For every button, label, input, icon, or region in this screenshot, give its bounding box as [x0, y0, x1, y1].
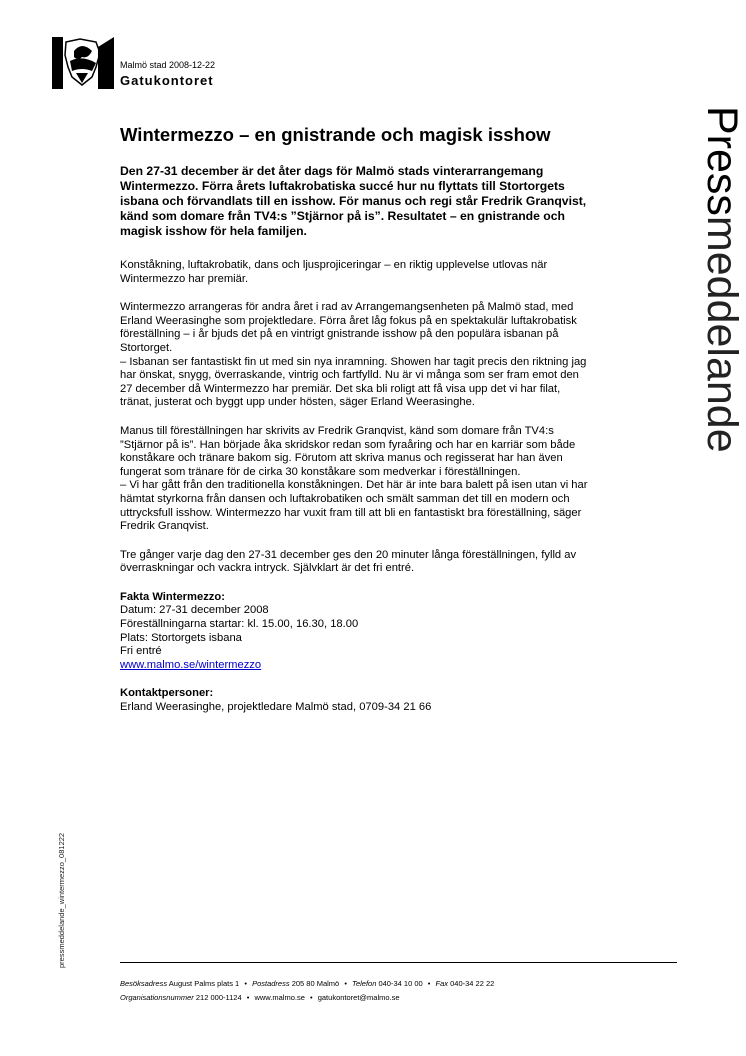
contacts-block	[120, 687, 590, 714]
malmo-logo	[52, 37, 114, 89]
file-id: pressmeddelande_wintermezzo_081222	[57, 832, 66, 968]
footer-value: August Palms plats 1	[168, 979, 240, 988]
facts-line: Fri entré	[120, 645, 162, 658]
side-title	[698, 106, 746, 453]
facts-line: Plats: Stortorgets isbana	[120, 631, 242, 644]
bullet-separator: •	[246, 993, 250, 1002]
facts-line: Datum: 27-31 december 2008	[120, 604, 269, 617]
footer-label: Besöksadress	[120, 979, 168, 988]
footer-line-2	[120, 991, 494, 1005]
footer-divider	[120, 962, 677, 963]
header-date: Malmö stad 2008-12-22	[120, 60, 216, 70]
footer-value: 040-34 10 00	[378, 979, 423, 988]
contacts-line: Erland Weerasinghe, projektledare Malmö stad, 0709-34 21 66	[120, 701, 432, 714]
header-org: Gatukontoret	[120, 73, 214, 88]
bullet-separator: •	[244, 979, 247, 988]
facts-heading: Fakta Wintermezzo:	[120, 590, 225, 603]
footer-email[interactable]: gatukontoret@malmo.se	[317, 993, 400, 1002]
lead-paragraph: Den 27-31 december är det åter dags för Malmö stads vinterarrangemang Wintermezzo. Förra årets luftakrobatiska succé hur nu flyttats till Stortorgets isbana och förvandlats till en isshow. För manus och regi står Fredrik Granqvist, känd som domare från TV4:s ”Stjärnor på is”. Resultatet – en gnistrande och magisk isshow för hela familjen.	[120, 164, 587, 238]
footer-label: Postadress	[252, 979, 290, 988]
footer-label: Organisationsnummer	[120, 993, 194, 1002]
facts-block	[120, 591, 590, 673]
footer	[120, 977, 494, 1005]
footer-value: 205 80 Malmö	[291, 979, 340, 988]
footer-value: 212 000-1124	[195, 993, 242, 1002]
footer-label: Telefon	[352, 979, 377, 988]
wintermezzo-link[interactable]: www.malmo.se/wintermezzo	[120, 658, 262, 671]
footer-website[interactable]: www.malmo.se	[254, 993, 305, 1002]
contacts-heading: Kontaktpersoner:	[120, 687, 214, 700]
page-title: Wintermezzo – en gnistrande och magisk isshow	[120, 124, 551, 145]
side-title-press: Press	[698, 106, 746, 216]
bullet-separator: •	[344, 979, 347, 988]
body-paragraph-3: Manus till föreställningen har skrivits av Fredrik Granqvist, känd som domare från TV4:s ”Stjärnor på is”. Han började åka skridskor redan som fyraåring och har en karriär som både konståkare och tränare bakom sig. Förutom att skriva manus och regisserat har han även fungerat som tränare för de cirka 30 konståkare som medverkar i föreställningen. – Vi har gått från den traditionella konståkningen. Det här är inte bara balett på isen utan vi har hämtat styrkorna från dansen och luftakrobatiken och smält samman det till en modern och uttrycksfull isshow. Wintermezzo har vuxit fram till att bli en fantastiskt bra föreställning, säger Fredrik Granqvist.	[120, 424, 588, 533]
footer-label: Fax	[435, 979, 449, 988]
main-content	[120, 124, 590, 730]
side-title-meddelande: meddelande	[698, 215, 746, 453]
footer-value: 040-34 22 22	[450, 979, 495, 988]
body-paragraph-2: Wintermezzo arrangeras för andra året i rad av Arrangemangsenheten på Malmö stad, med Erland Weerasinghe som projektledare. Förra året låg fokus på en spektakulär luftakrobatisk föreställning – i år bjuds det på en vintrigt gnistrande isshow på den populära isbanan på Stortorget. – Isbanan ser fantastiskt fin ut med sin nya inramning. Showen har tagit precis den riktning jag har önskat, snygg, överraskande, vintrig och fartfylld. Nu är vi många som ser fram emot den 27 december då Wintermezzo har premiär. Det ska bli roligt att få visa upp det vi har filat, tränat, justerat och byggt upp under hösten, säger Erland Weerasinghe.	[120, 301, 587, 409]
bullet-separator: •	[427, 979, 431, 988]
footer-line-1	[120, 977, 494, 991]
bullet-separator: •	[309, 993, 313, 1002]
body-paragraph-4: Tre gånger varje dag den 27-31 december ges den 20 minuter långa föreställningen, fylld av överraskningar och vackra intryck. Självklart är det fri entré.	[120, 548, 577, 575]
facts-line: Föreställningarna startar: kl. 15.00, 16.30, 18.00	[120, 618, 359, 631]
body-paragraph-1: Konståkning, luftakrobatik, dans och ljusprojiceringar – en riktig upplevelse utlovas när Wintermezzo har premiär.	[120, 259, 548, 285]
